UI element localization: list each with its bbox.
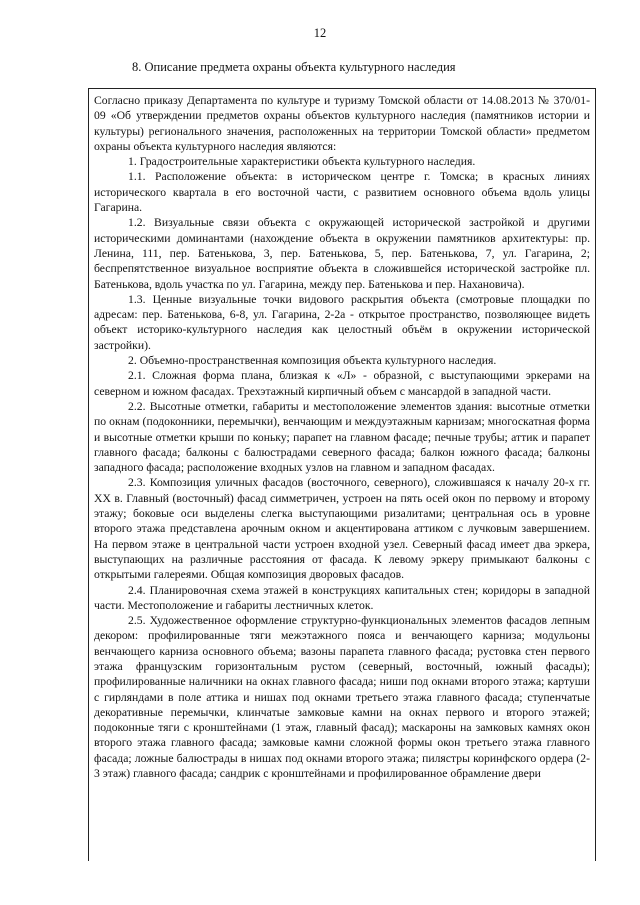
item-1-1: 1.1. Расположение объекта: в историческом центре г. Томска; в красных линиях исторического квартала в его восточной части, с развитием основного объема вдоль улицы Гагарина. [94,170,590,215]
page-number: 12 [313,26,327,40]
item-2-3: 2.3. Композиция уличных фасадов (восточного, северного), сложившаяся к началу 20-х гг. XX в. Главный (восточный) фасад симметричен, устроен на пять осей окон по первому и второму этажу; боковые оси выделены слегка выступающими ризалитами; центральная ось в уровне второго этажа представлена арочным окном и акцентирована аттиком с лучковым завершением. На первом этаже в центральной части устроен входной узел. Северный фасад имеет два эркера, выступающих на различные расстояния от фасада. К левому эркеру примыкают балконы с открытыми галереями. Общая композиция дворовых фасадов. [94,476,590,582]
content-frame [88,88,596,861]
section-heading: 8. Описание предмета охраны объекта культурного наследия [132,60,456,74]
item-1-3: 1.3. Ценные визуальные точки видового раскрытия объекта (смотровые площадки по адресам: пер. Батенькова, 6-8, ул. Гагарина, 2-2а - открытое пространство, позволяющее видеть объект историко-культурного наследия как целостный объём в окружении исторической застройки). [94,292,590,352]
item-2: 2. Объемно-пространственная композиция объекта культурного наследия. [128,354,497,368]
intro-paragraph: Согласно приказу Департамента по культуре и туризму Томской области от 14.08.2013 № 370/01-09 «Об утверждении предметов охраны объектов культурного наследия (памятников истории и культуры) регионального значения, расположенных на территории Томской области» предметом охраны объекта культурного наследия являются: [94,94,590,153]
item-1: 1. Градостроительные характеристики объекта культурного наследия. [128,155,476,169]
item-2-2: 2.2. Высотные отметки, габариты и местоположение элементов здания: высотные отметки по окнам (подоконники, перемычки), венчающим и междуэтажным карнизам; многоскатная форма и высотные отметки крыши по коньку; парапет на главном фасаде; печные трубы; аттик и парапет главного фасада; балконы с балюстрадами северного фасада; балкон южного фасада; балконы западного фасада; расположение входных узлов на главном и западном фасадах. [94,399,590,475]
item-1-2: 1.2. Визуальные связи объекта с окружающей исторической застройкой и другими историческими доминантами (нахождение объекта в окружении памятников архитектуры: пр. Ленина, 111, пер. Батенькова, 3, пер. Батенькова, 5, пер. Батенькова, 7, ул. Гагарина, 2; беспрепятственное визуальное восприятие объекта в сложившейся исторической застройке пл. Батенькова, вдоль участка по ул. Гагарина, между пер. Батенькова и пер. Нахановича). [94,216,590,291]
item-2-1: 2.1. Сложная форма плана, близкая к «Л» - образной, с выступающими эркерами на северном и южном фасадах. Трехэтажный кирпичный объем с мансардой в западной части. [94,369,590,398]
item-2-5: 2.5. Художественное оформление структурно-функциональных элементов фасадов лепным декором: профилированные тяги межэтажного пояса и венчающего карниза; модульоны венчающего карниза основного объема; вазоны парапета главного фасада; рустовка стен первого этажа французским горизонтальным рустом (северный, восточный, южный фасады); профилированные наличники на окнах главного фасада; ниши под окнами второго этажа; картуши с гирляндами в поле аттика и нишах под окнами третьего этажа главного фасада; ступенчатые декоративные перемычки, клинчатые замковые камни на окнах первого и второго этажей; подоконные тяги с кронштейнами (1 этаж, главный фасад); маскароны на замковых камнях окон второго этажа главного фасада; замковые камни сложной формы окон третьего этажа главного фасада; ложные балюстрады в нишах под окнами второго этажа; пилястры коринфского ордера (2-3 этаж) главного фасада; сандрик с кронштейнами и профилированное обрамление двери [94,614,590,781]
item-2-4: 2.4. Планировочная схема этажей в конструкциях капитальных стен; коридоры в западной части. Местоположение и габариты лестничных клеток. [94,583,590,612]
